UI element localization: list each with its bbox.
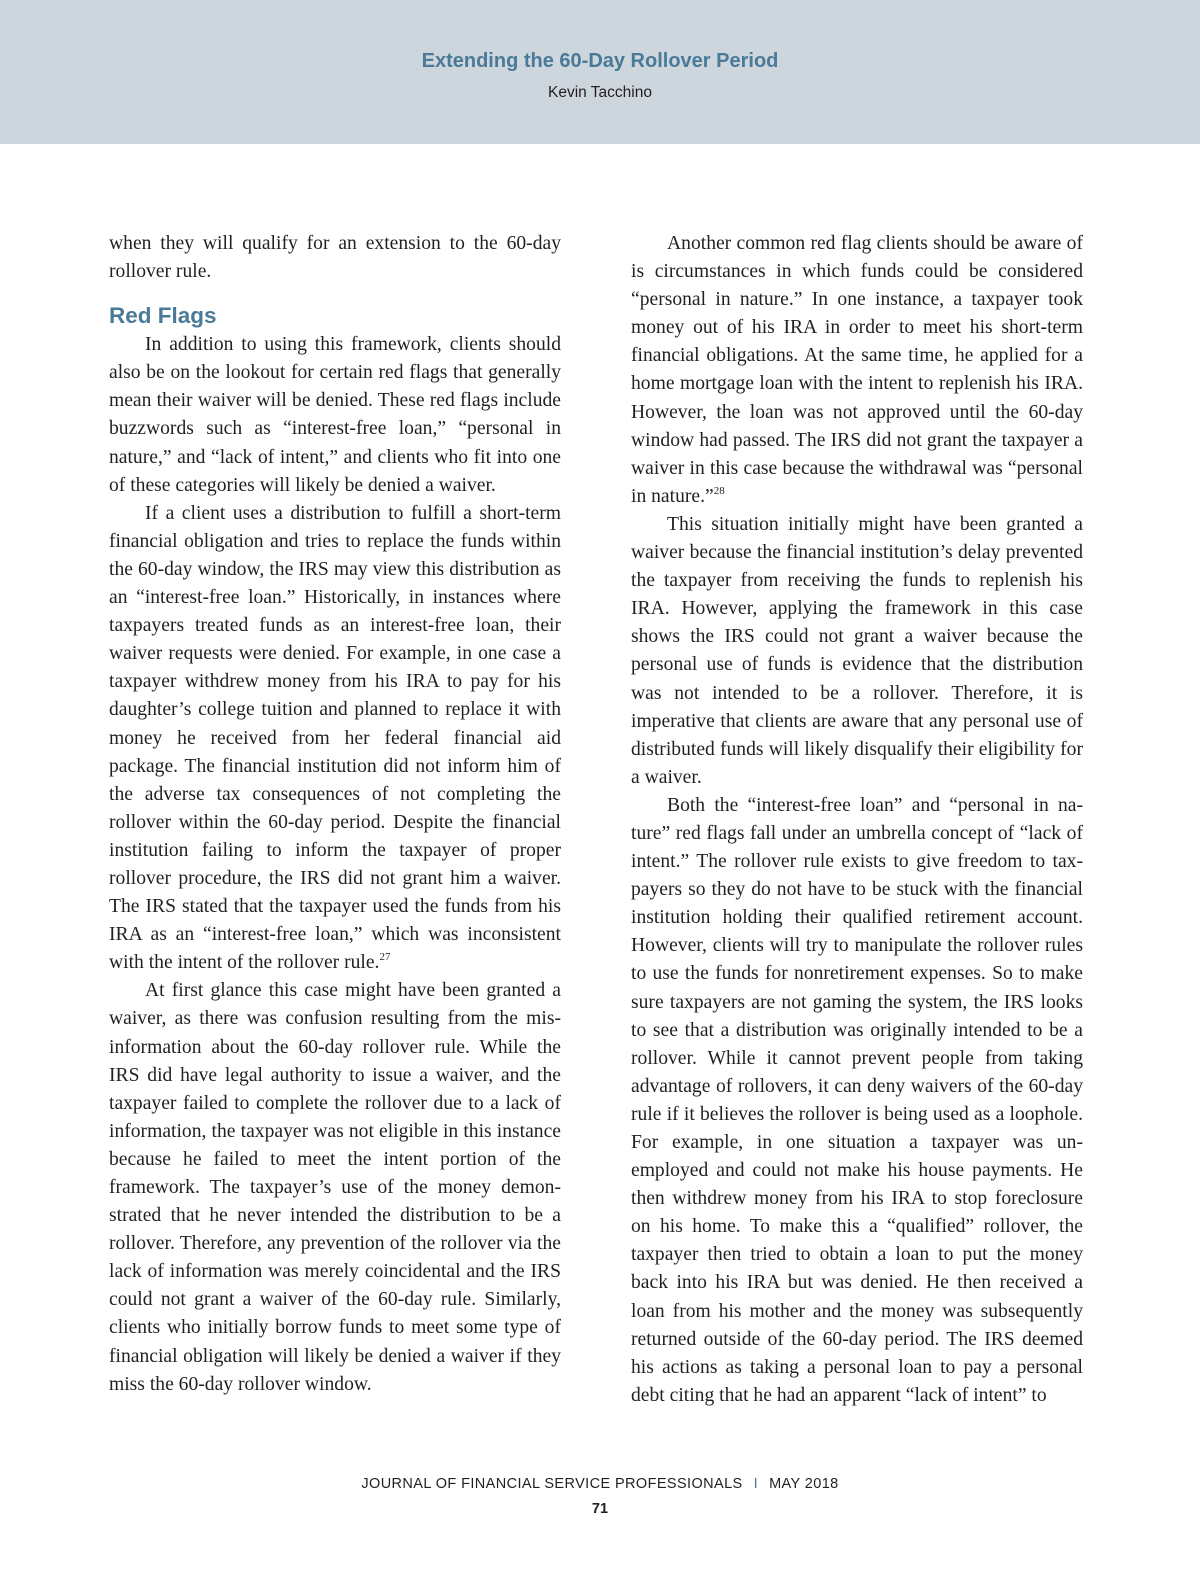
running-footer (0, 1476, 1200, 1492)
body-paragraph: Both the “interest-free loan” and “personal in nature” red flags fall under an umbrella concept of “lack of intent.” The rollover rule exists to give freedom to taxpayers so they do not have to be stuck with the financial institution holding their qualified retirement account. However, clients will try to manipulate the rollover rules to use the funds for nonretirement expenses. So to make sure taxpayers are not gaming the system, the IRS looks to see that a distribution was originally intended to be a rollover. While it cannot prevent people from taking advantage of rollovers, it can deny waivers of the 60-day rule if it believes the rollover is being used as a loophole. For example, in one situation a taxpayer was unemployed and could not make his house payments. He then withdrew money from his IRA to stop foreclosure on his home. To make this a “qualified” rollover, the taxpayer then tried to obtain a loan to put the money back into his IRA but was denied. He then received a loan from his mother and the money was subsequently returned outside of the 60-day period. The IRS deemed his actions as taking a personal loan to pay a personal debt citing that he had an apparent “lack of intent” to (631, 794, 1083, 1406)
section-heading-red-flags: Red Flags (109, 303, 217, 329)
issue-date: MAY 2018 (769, 1476, 839, 1492)
body-paragraph (631, 230, 1083, 511)
left-column (109, 230, 561, 1399)
right-column (631, 230, 1083, 1410)
running-header (0, 0, 1200, 144)
article-title: Extending the 60-Day Rollover Period (421, 50, 779, 72)
body-paragraph: At first glance this case might have been granted a waiver, as there was confusion resulting from the misinformation about the 60-day rollover rule. While the IRS did have legal authority to issue a waiver, and the taxpayer failed to complete the rollover due to a lack of information, the taxpayer was not eligible in this instance because he failed to meet the intent portion of the framework. The taxpayer’s use of the money demonstrated that he never intended the distribution to be a rollover. Therefore, any prevention of the rollover via the lack of information was merely coincidental and the IRS could not grant a waiver of the 60-day rule. Similarly, clients who initially borrow funds to meet some type of financial obligation will likely be denied a waiver if they miss the 60-day rollover window. (109, 980, 561, 1395)
article-author: Kevin Tacchino (548, 84, 652, 101)
paragraph-text: If a client uses a distribution to fulfill a short-term financial obligation and tries to replace the funds within the 60-day window, the IRS may view this distribution as an “interest-free loan.” Historically, in instances where taxpayers treated funds as an interest-free loan, their waiver requests were denied. For example, in one case a taxpayer withdrew money from his IRA to pay for his daughter’s college tuition and planned to replace it with money he received from her federal financial aid package. The financial institution did not inform him of the adverse tax consequences of not completing the rollover within the 60-day period. Despite the financial institution failing to inform the taxpayer of proper rollover procedure, the IRS did not grant him a waiver. The IRS stated that the taxpayer used the funds from his IRA as an “interest-free loan,” which was inconsistent with the intent of the rollover rule. (109, 502, 561, 974)
page-number: 71 (591, 1501, 609, 1517)
body-paragraph (109, 500, 561, 978)
footnote-ref-27: 27 (379, 951, 391, 964)
paragraph-text: Another common red flag clients should be aware of is circumstances in which funds could be considered “personal in nature.” In one instance, a taxpayer took money out of his IRA in order to meet his short-term financial obligations. At the same time, he applied for a home mortgage loan with the intent to replenish his IRA. However, the loan was not approved until the 60-day window had passed. The IRS did not grant the taxpayer a waiver in this case because the withdrawal was “personal in nature.” (631, 233, 1083, 507)
body-paragraph: This situation initially might have been granted a waiver because the financial institution’s delay prevented the taxpayer from receiving the funds to replenish his IRA. However, applying the framework in this case shows the IRS could not grant a waiver because the personal use of funds is evidence that the distribution was not intended to be a rollover. Therefore, it is imperative that clients are aware that any personal use of distributed funds will likely disqualify their eligibility for a waiver. (631, 513, 1083, 788)
footer-separator: I (753, 1476, 759, 1492)
journal-name: JOURNAL OF FINANCIAL SERVICE PROFESSIONALS (361, 1476, 743, 1492)
body-paragraph: when they will qualify for an extension to the 60-day rollover rule. (109, 233, 561, 283)
footnote-ref-28: 28 (713, 484, 725, 497)
body-paragraph: In addition to using this framework, clients should also be on the lookout for certain red flags that generally mean their waiver will be denied. These red flags include buzzwords such as “interest-free loan,” “personal in nature,” and “lack of intent,” and clients who fit into one of these categories will likely be denied a waiver. (109, 334, 561, 496)
